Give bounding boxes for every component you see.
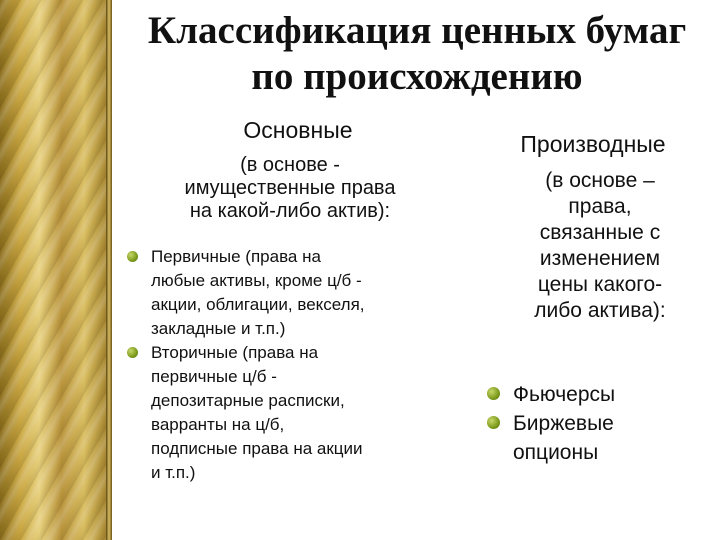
bullet-dot-icon bbox=[487, 387, 500, 400]
list-item-line: Вторичные (права на bbox=[151, 343, 319, 362]
list-item-line: подписные права на акции bbox=[151, 439, 363, 458]
right-heading: Производные bbox=[520, 131, 666, 157]
right-desc-line: связанные с bbox=[539, 221, 661, 244]
list-item-line: и т.п.) bbox=[151, 463, 196, 482]
slide-title bbox=[122, 8, 712, 100]
list-item-line: опционы bbox=[513, 441, 599, 464]
right-desc-line: либо актива): bbox=[534, 299, 666, 322]
list-item bbox=[127, 341, 417, 485]
left-desc-line: (в основе - bbox=[240, 154, 340, 176]
bullet-dot-icon bbox=[127, 347, 138, 358]
left-desc-line: на какой-либо актив): bbox=[189, 200, 391, 222]
list-item-line: варранты на ц/б, bbox=[151, 415, 285, 434]
list-item-line: Фьючерсы bbox=[513, 383, 616, 406]
bullet-dot-icon bbox=[127, 251, 138, 262]
title-line-2: по происхождению bbox=[251, 55, 583, 98]
list-item-line: Биржевые bbox=[513, 412, 614, 435]
title-line-1: Классификация ценных бумаг bbox=[147, 9, 687, 52]
right-desc-line: (в основе – bbox=[545, 169, 655, 192]
list-item-line: акции, облигации, векселя, bbox=[151, 295, 365, 314]
left-desc-line: имущественные права bbox=[184, 177, 396, 199]
list-item bbox=[487, 380, 707, 409]
list-item-line: любые активы, кроме ц/б - bbox=[151, 271, 362, 290]
list-item-line: первичные ц/б - bbox=[151, 367, 277, 386]
list-item bbox=[487, 409, 707, 467]
list-item bbox=[127, 245, 417, 341]
left-bullet-list bbox=[127, 245, 417, 485]
right-description bbox=[500, 168, 700, 324]
bullet-dot-icon bbox=[487, 416, 500, 429]
decorative-gold-band bbox=[0, 0, 112, 540]
list-item-line: Первичные (права на bbox=[151, 247, 321, 266]
right-desc-line: права, bbox=[568, 195, 632, 218]
right-bullet-list bbox=[487, 380, 707, 467]
list-item-line: депозитарные расписки, bbox=[151, 391, 345, 410]
right-desc-line: изменением bbox=[539, 247, 661, 270]
right-desc-line: цены какого- bbox=[537, 273, 663, 296]
left-heading: Основные bbox=[243, 117, 353, 143]
list-item-line: закладные и т.п.) bbox=[151, 319, 286, 338]
left-description bbox=[142, 154, 438, 223]
